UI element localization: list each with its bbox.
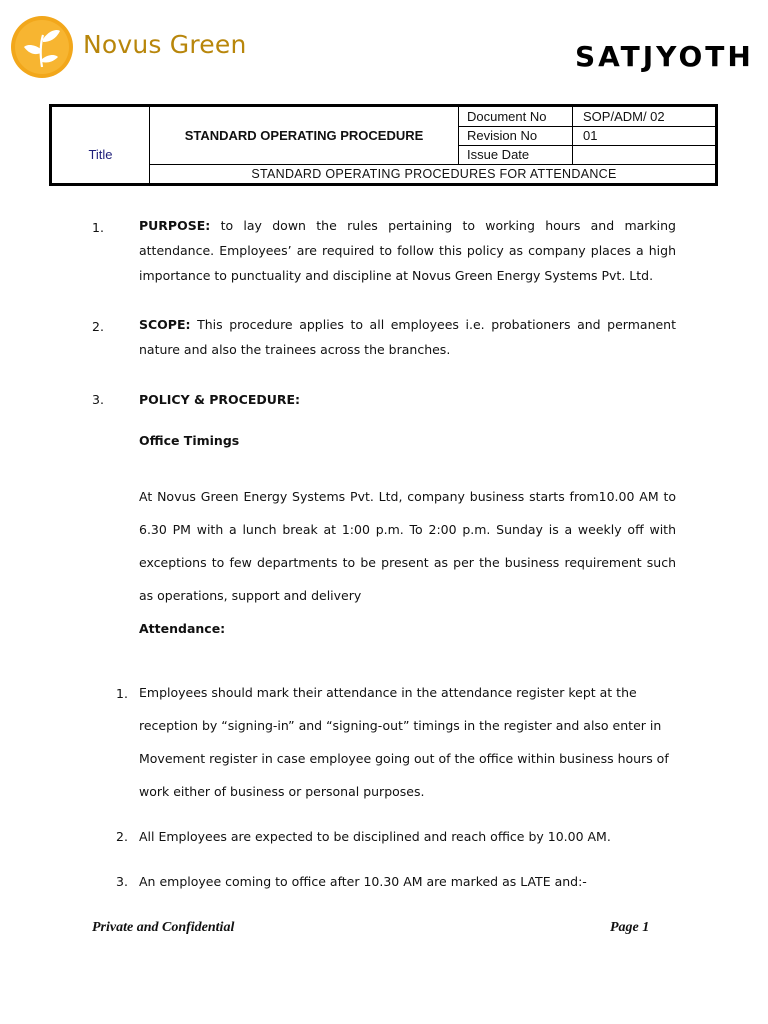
title-label: Title xyxy=(88,146,113,162)
purpose-label: PURPOSE: xyxy=(139,218,211,233)
attendance-item-2: All Employees are expected to be disciplined and reach office by 10.00 AM. xyxy=(139,829,611,844)
brand-name: Novus Green xyxy=(83,30,247,59)
office-timings-heading: Office Timings xyxy=(139,433,240,448)
attendance-item-1: Employees should mark their attendance in the attendance register kept at the reception by “signing-in” and “signing-out” timings in the register and also enter in Movement register in case employee going out of the office within business hours of work either of business or personal purposes. xyxy=(139,685,669,799)
section-2-number: 2. xyxy=(92,319,104,334)
revision-no-label: Revision No xyxy=(467,128,538,143)
section-1-number: 1. xyxy=(92,220,104,235)
section-3-number: 3. xyxy=(92,392,104,407)
attendance-item-3: An employee coming to office after 10.30 AM are marked as LATE and:- xyxy=(139,874,587,889)
scope-label: SCOPE: xyxy=(139,317,191,332)
document-header-table xyxy=(49,104,718,186)
office-timings-text: At Novus Green Energy Systems Pvt. Ltd, company business starts from10.00 AM to 6.30 PM with a lunch break at 1:00 p.m. To 2:00 p.m. Sunday is a weekly off with exceptions to few departments to be present as per the business requirement such as operations, support and delivery xyxy=(139,489,676,603)
sop-heading: STANDARD OPERATING PROCEDURE xyxy=(184,128,424,143)
sop-subtitle: STANDARD OPERATING PROCEDURES FOR ATTENDANCE xyxy=(251,166,617,181)
attendance-heading: Attendance: xyxy=(139,621,226,636)
purpose-text: to lay down the rules pertaining to working hours and marking attendance. Employees’ are required to follow this policy as company places a high importance to punctuality and discipline at Novus Green Energy Systems Pvt. Ltd. xyxy=(139,218,676,283)
issue-date-value xyxy=(580,145,718,164)
footer-confidential: Private and Confidential xyxy=(92,920,235,935)
novus-green-logo xyxy=(10,15,74,79)
section-scope xyxy=(139,312,676,362)
footer-page-number: Page 1 xyxy=(610,920,650,935)
issue-date-label: Issue Date xyxy=(467,147,530,162)
document-no-value: SOP/ADM/ 02 xyxy=(583,109,665,124)
company-name: SATJYOTH xyxy=(575,40,754,73)
attendance-item-1-number: 1. xyxy=(116,686,128,701)
policy-procedure-heading: POLICY & PROCEDURE: xyxy=(139,392,301,407)
document-no-label: Document No xyxy=(467,109,547,124)
attendance-item-2-number: 2. xyxy=(116,829,128,844)
leaf-logo-icon xyxy=(10,15,74,79)
attendance-item-3-number: 3. xyxy=(116,874,128,889)
revision-no-value: 01 xyxy=(583,128,598,143)
scope-text: This procedure applies to all employees i.e. probationers and permanent nature and also the trainees across the branches. xyxy=(139,317,676,357)
section-purpose xyxy=(139,213,676,288)
